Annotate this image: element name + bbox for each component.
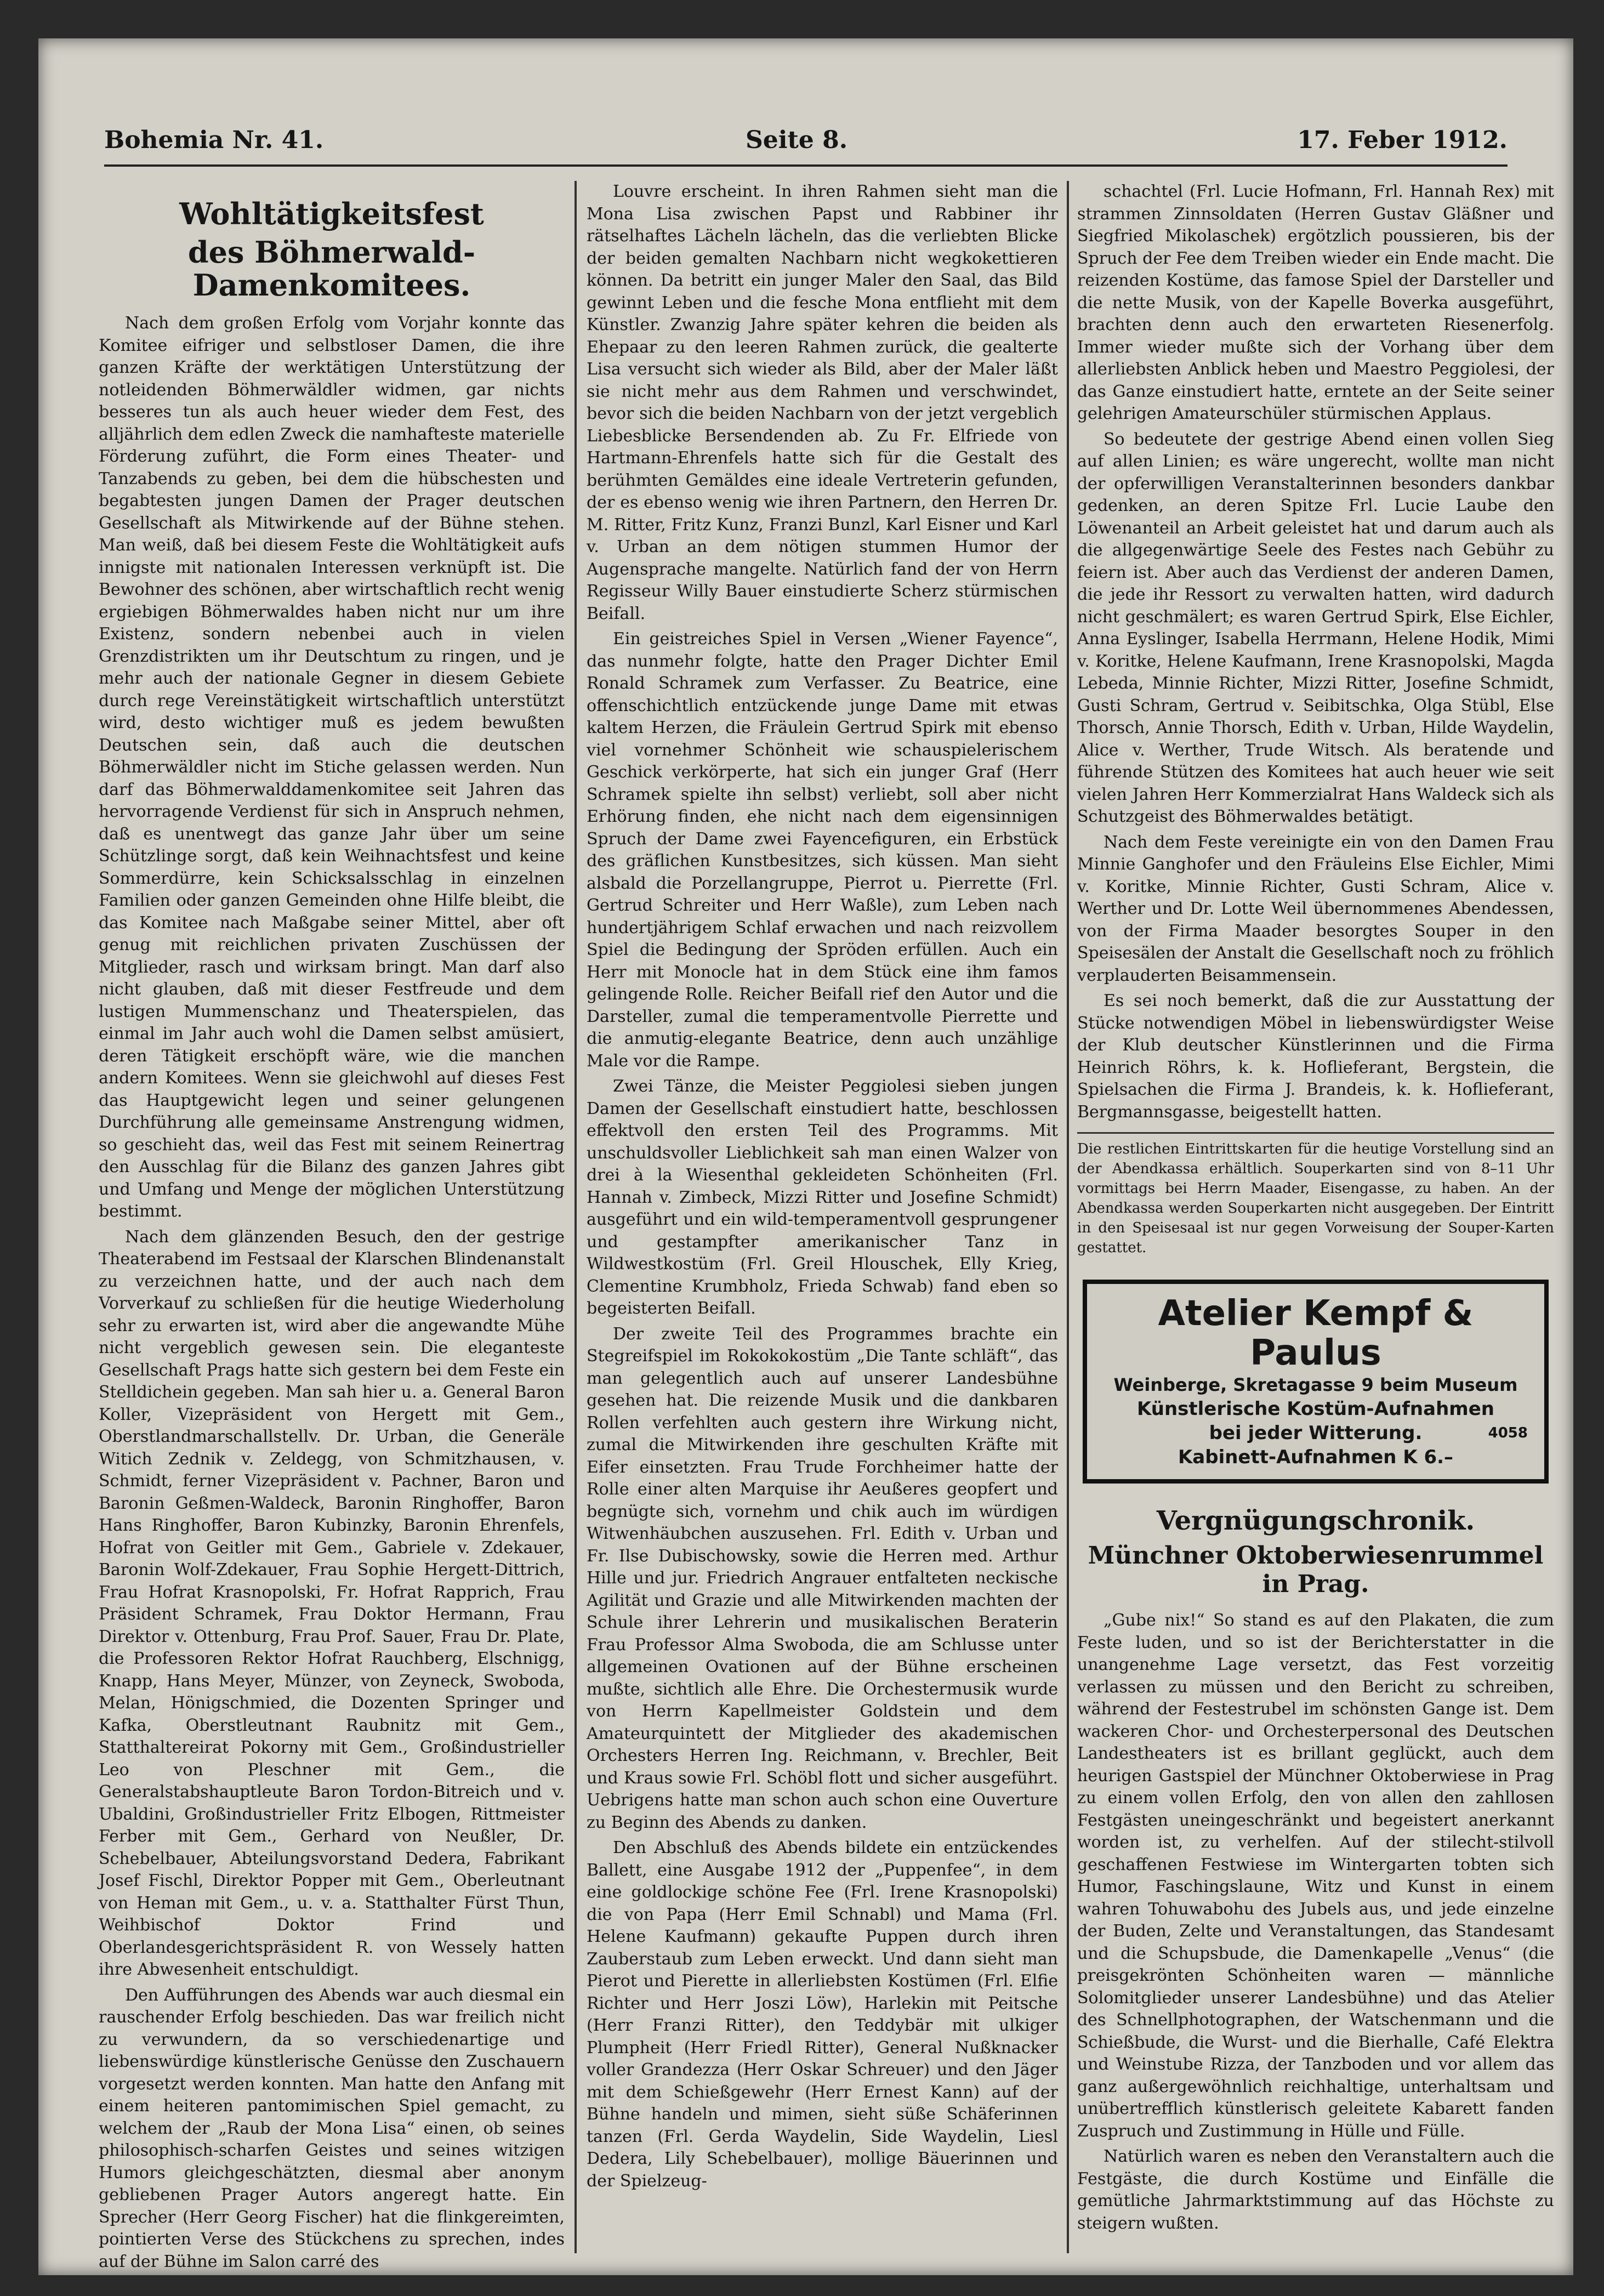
masthead-date: 17. Feber 1912. [1297,126,1508,154]
ad-line: Künstlerische Kostüm-Aufnahmen [1137,1398,1494,1420]
paragraph: Ein geistreiches Spiel in Versen „Wiener Fayence“, das nunmehr folgte, hatte den Prager Dichter Emil Ronald Schramek zum Verfasser. Zu Beatrice, eine offenschichtlich entzückende junge Dame mit etwas kaltem Herzen, die Fräulein Gertrud Spirk mit ebenso viel vornehmer Schönheit wie schauspielerischem Geschick verkörperte, hat sich ein junger Graf (Herr Schramek spielte ihn selbst) verliebt, soll aber nicht Erhörung finden, ehe nicht nach dem eigensinnigen Spruch der Dame zwei Fayencefiguren, ein Erbstück des gräflichen Kunstbesitzes, sich küssen. Man sieht alsbald die Porzellangruppe, Pierrot u. Pierrette (Frl. Gertrud Schreiter und Herr Waßle), zum Leben nach hundertjährigem Schlaf erwachen und nach reizvollem Spiel die Bedingung der Spröden erfüllen. Auch ein Herr mit Monocle hat in dem Stück eine ihm famos gelingende Rolle. Reicher Beifall rief den Autor und die Darsteller, zumal die temperamentvolle Pierrette und die anmutig-elegante Beatrice, denn auch unzählige Male vor die Rampe. [587,629,1058,1071]
column-rule-2 [1067,181,1069,2253]
newspaper-page [38,38,1573,2275]
column-rule-1 [575,181,577,2253]
paragraph: Der zweite Teil des Programmes brachte ein Stegreifspiel im Rokokokostüm „Die Tante schläft“, das man gelegentlich auch auf unserer Landesbühne gesehen hat. Die reizende Musik und die dankbaren Rollen verfehlten auch gestern ihre Wirkung nicht, zumal die Mitwirkenden ihre geschulten Kräfte mit Eifer einsetzten. Frau Trude Forchheimer hatte der Rolle einer alten Marquise ihr Aeußeres geopfert und begnügte sich, vornehm und chik auch im würdigen Witwenhäubchen auszusehen. Frl. Edith v. Urban und Fr. Ilse Dubischowsky, sowie die Herren med. Arthur Hille und jur. Friedrich Angrauer entfalteten neckische Agilität und Grazie und alle Mitwirkenden machten der Schule ihrer Lehrerin und musikalischen Beraterin Frau Professor Alma Swoboda, die am Schlusse unter allgemeinen Ovationen auf der Bühne erscheinen mußte, sichtlich alle Ehre. Die Orchestermusik wurde von Herrn Kapellmeister Goldstein und dem Amateurquintett der Mitglieder des akademischen Orchesters Herren Ing. Reichmann, v. Brechler, Beit und Kraus sowie Frl. Schöbl flott und sicher ausgeführt. Uebrigens hatte man schon auch schon eine Ouverture zu Beginn des Abends zu danken. [587,1324,1058,1832]
advertisement-box [1083,1280,1549,1484]
masthead-page-number: Seite 8. [746,126,848,154]
ad-line: Kabinett-Aufnahmen K 6.– [1178,1446,1454,1468]
chronicle-subtitle: in Prag. [1262,1570,1369,1598]
paragraph: schachtel (Frl. Lucie Hofmann, Frl. Hannah Rex) mit strammen Zinnsoldaten (Herren Gustav Gläßner und Siegfried Mikolaschek) ergötzlich poussieren, bis der Spruch der Fee dem Treiben wieder ein Ende macht. Die reizenden Kostüme, das famose Spiel der Darsteller und die nette Musik, von der Kapelle Boverka ausgeführt, brachten denn auch den erwarteten Riesenerfolg. Immer wieder mußte sich der Vorhang über dem allerliebsten Anblick heben und Maestro Peggiolesi, der das Ganze einstudiert hatte, erntete an der Seite seiner gelehrigen Amateurschüler stürmischen Applaus. [1077,182,1554,423]
paragraph: Natürlich waren es neben den Veranstaltern auch die Festgäste, die durch Kostüme und Einfälle die gemütliche Jahrmarktstimmung auf das Höchste zu steigern wußten. [1077,2147,1554,2233]
column-3 [1077,181,1554,2253]
masthead-paper-name: Bohemia Nr. 41. [104,126,324,154]
paragraph: So bedeutete der gestrige Abend einen vollen Sieg auf allen Linien; es wäre ungerecht, wollte man nicht der opferwilligen Veranstalterinnen besonders dankbar gedenken, an deren Spitze Frl. Lucie Laube den Löwenanteil an Arbeit geleistet hat und darum auch als die allgegenwärtige Seele des Festes nach Gebühr zu feiern ist. Aber auch das Verdienst der anderen Damen, die jede ihr Ressort zu verwalten hatten, wird dadurch nicht geschmälert; es waren Gertrud Spirk, Else Eichler, Anna Eyslinger, Isabella Herrmann, Helene Hodik, Mimi v. Koritke, Helene Kaufmann, Irene Krasnopolski, Magda Lebeda, Minnie Richter, Mizzi Ritter, Josefine Schmidt, Gusti Schram, Gertrud v. Seibitschka, Olga Stübl, Else Thorsch, Annie Thorsch, Edith v. Urban, Hilde Waydelin, Alice v. Werther, Trude Witsch. Als beratende und führende Stützen des Komitees hat auch heuer wie seit vielen Jahren Herr Kommerzialrat Hans Waldeck sich als Schutzgeist des Böhmerwaldes betätigt. [1077,429,1554,826]
ad-line-text: bei jeder Witterung. [1209,1422,1423,1444]
ad-title: Atelier Kempf & Paulus [1158,1293,1474,1373]
chronicle-subtitle: Münchner Oktoberwiesenrummel [1088,1542,1544,1570]
paragraph: Den Aufführungen des Abends war auch diesmal ein rauschender Erfolg beschieden. Das war freilich nicht zu verwundern, da so verschiedenartige und liebenswürdige künstlerische Genüsse den Zuschauern vorgesetzt werden konnten. Man hatte den Anfang mit einem heiteren pantomimischen Spiel gemacht, zu welchem der „Raub der Mona Lisa“ einen, ob seines philosophisch-scharfen Geistes und seines witzigen Humors gleichgeschätzten, diesmal aber anonym gebliebenen Prager Autors angeregt hatte. Ein Sprecher (Herr Georg Fischer) hat die flinkgereimten, pointierten Verse des Stückchens zu sprechen, indes auf der Bühne im Salon carré des [99,1985,565,2271]
ad-address: Weinberge, Skretagasse 9 beim Museum [1113,1374,1518,1395]
column-2 [587,181,1058,2253]
paragraph: Louvre erscheint. In ihren Rahmen sieht man die Mona Lisa zwischen Papst und Rabbiner ihr rätselhaftes Lächeln lächeln, das die verliebten Blicke der beiden gemalten Nachbarn nicht wegkokettieren können. Da betritt ein junger Maler den Saal, das Bild gewinnt Leben und die fesche Mona entflieht mit dem Künstler. Zwanzig Jahre später kehren die beiden als Ehepaar zu den leeren Rahmen zurück, die gealterte Lisa versucht sich wieder als Bild, aber der Maler läßt sie nicht mehr aus dem Rahmen und verschwindet, bevor sich die beiden Nachbarn von der jetzt vergeblich Liebesblicke Bersendenden ab. Zu Fr. Elfriede von Hartmann-Ehrenfels hatte sich für die Gestalt des berühmten Gemäldes eine ideale Vertreterin gefunden, der es ebenso wenig wie ihren Partnern, den Herren Dr. M. Ritter, Fritz Kunz, Franzi Bunzl, Karl Eisner und Karl v. Urban an dem nötigen stummen Humor der Augensprache mangelte. Natürlich fand der von Herrn Regisseur Willy Bauer einstudierte Scherz stürmischen Beifall. [587,182,1058,623]
ticket-note: Die restlichen Eintrittskarten für die heutige Vorstellung sind an der Abendkassa erhältlich. Souperkarten sind von 8–11 Uhr vormittags bei Herrn Maader, Eisengasse, zu haben. An der Abendkassa werden Souperkarten nicht ausgegeben. Der Eintritt in den Speisesaal ist nur gegen Vorweisung der Souper-Karten gestattet. [1077,1132,1554,1258]
ad-number: 4058 [1488,1425,1528,1441]
article-title-line1: Wohltätigkeitsfest [179,196,484,231]
paragraph: „Gube nix!“ So stand es auf den Plakaten, die zum Feste luden, und so ist der Berichterstatter in die unangenehme Lage versetzt, das Fest vorzeitig verlassen zu müssen und den Bericht zu schreiben, während der Festestrubel im schönsten Gange ist. Dem wackeren Chor- und Orchesterpersonal des Deutschen Landestheaters ist es brillant geglückt, auch dem heurigen Gastspiel der Münchner Oktoberwiese in Prag zu einem vollen Erfolg, den von allen den zahllosen Festgästen uneingeschränkt und begeistert anerkannt worden ist, zu verhelfen. Auf der stilecht-stilvoll geschaffenen Festwiese im Wintergarten tobten sich Humor, Faschingslaune, Witz und Kunst in einem wahren Tohuwabohu des Jubels aus, und jede einzelne der Buden, Zelte und Veranstaltungen, das Standesamt und die Schupsbude, die Damenkapelle „Venus“ (die preisgekrönten Schönheiten waren — männliche Solomitglieder unserer Landesbühne) und das Atelier des Schnellphotographen, der Watschenmann und die Schießbude, die Wurst- und die Bierhalle, Café Elektra und Weinstube Rizza, der Tanzboden und vor allem das ganz außergewöhnlich reichhaltige, unterhaltsam und unübertrefflich künstlerisch geleitete Kabarett fanden Zuspruch und Zustimmung in Hülle und Fülle. [1077,1611,1554,2141]
paragraph: Es sei noch bemerkt, daß die zur Ausstattung der Stücke notwendigen Möbel in liebenswürdigster Weise der Klub deutscher Künstlerinnen und die Firma Heinrich Röhrs, k. k. Hoflieferant, Bergstein, die Spielsachen die Firma J. Brandeis, k. k. Hoflieferant, Bergmannsgasse, beigestellt hatten. [1077,991,1554,1122]
chronicle-title: Vergnügungschronik. [1156,1505,1475,1536]
article-title-line2: des Böhmerwald-Damenkomitees. [187,235,476,303]
paragraph: Den Abschluß des Abends bildete ein entzückendes Ballett, eine Ausgabe 1912 der „Puppenfee“, in dem eine goldlockige schöne Fee (Frl. Irene Krasnopolski) die von Papa (Herr Emil Schnabl) und Mama (Frl. Helene Kaufmann) gekaufte Puppen durch ihren Zauberstaub zum Leben erweckt. Und dann sieht man Pierot und Pierette in allerliebsten Kostümen (Frl. Elfie Richter und Herr Joszi Löw), Harlekin mit Peitsche (Herr Franzi Ritter), den Teddybär mit ulkiger Plumpheit (Herr Friedl Ritter), General Nußknacker voller Grandezza (Herr Oskar Schreuer) und den Jäger mit dem Schießgewehr (Herr Ernest Kann) auf der Bühne handeln und mimen, sieht süße Schäferinnen tanzen (Frl. Gerda Waydelin, Side Waydelin, Liesl Dedera, Lily Schebelbauer), mollige Bäuerinnen und der Spielzeug- [587,1838,1058,2191]
masthead [104,115,1508,167]
paragraph: Nach dem Feste vereinigte ein von den Damen Frau Minnie Ganghofer und den Fräuleins Else Eichler, Mimi v. Koritke, Minnie Richter, Gusti Schram, Alice v. Werther und Dr. Lotte Weil übernommenes Abendessen, von der Firma Maader besorgtes Souper in den Speisesälen der Anstalt die Gesellschaft noch zu fröhlich verplauderten Beisammensein. [1077,832,1554,985]
column-1 [99,181,565,2271]
paragraph: Zwei Tänze, die Meister Peggiolesi sieben jungen Damen der Gesellschaft einstudiert hatte, beschlossen effektvoll den ersten Teil des Programms. Mit unschuldsvoller Lieblichkeit sah man einen Walzer von drei à la Wiesenthal gekleideten Schönheiten (Frl. Hannah v. Zimbeck, Mizzi Ritter und Josefine Schmidt) ausgeführt und ein wild-temperamentvoll gesprungener und gestampfter amerikanischer Tanz in Wildwestkostüm (Frl. Greil Hlouschek, Elly Krieg, Clementine Krumbholz, Frieda Schwab) fand eben so begeisterten Beifall. [587,1077,1058,1318]
paragraph: Nach dem glänzenden Besuch, den der gestrige Theaterabend im Festsaal der Klarschen Blindenanstalt zu verzeichnen hatte, und der auch nach dem Vorverkauf zu schließen für die heutige Wiederholung sehr zu erwarten ist, wird aber die angewandte Mühe nicht vergeblich gewesen sein. Die eleganteste Gesellschaft Prags hatte sich gestern bei dem Feste ein Stelldichein gegeben. Man sah hier u. a. General Baron Koller, Vizepräsident von Hergett mit Gem., Oberstlandmarschallstellv. Dr. Urban, die Generäle Witich Zednik v. Zeldegg, von Schmitzhausen, v. Schmidt, ferner Vizepräsident v. Pachner, Baron und Baronin Geßmen-Waldeck, Baronin Ringhoffer, Baron Hans Ringhoffer, Baron Kubinzky, Baronin Ehrenfels, Hofrat von Geitler mit Gem., Gabriele v. Zdekauer, Baronin Wolf-Zdekauer, Frau Sophie Hergett-Dittrich, Frau Hofrat Krasnopolski, Fr. Hofrat Rapprich, Frau Präsident Schramek, Frau Doktor Hermann, Frau Direktor v. Ottenburg, Frau Prof. Sauer, Frau Dr. Plate, die Professoren Rektor Hofrat Rauchberg, Elschnigg, Knapp, Hans Meyer, Münzer, von Zeyneck, Swoboda, Melan, Hönigschmied, die Dozenten Springer und Kafka, Oberstleutnant Raubnitz mit Gem., Statthaltereirat Pokorny mit Gem., Großindustrieller Leo von Pleschner mit Gem., die Generalstabshauptleute Baron Tordon-Bitreich und v. Ubaldini, Großindustrieller Fritz Elbogen, Rittmeister Ferber mit Gem., Gerhard von Neußler, Dr. Schebelbauer, Abteilungsvorstand Dedera, Fabrikant Josef Fischl, Direktor Popper mit Gem., Oberleutnant von Heman mit Gem., u. v. a. Statthalter Fürst Thun, Weihbischof Doktor Frind und Oberlandesgerichtspräsident R. von Wessely hatten ihre Abwesenheit entschuldigt. [99,1227,565,1979]
paragraph: Nach dem großen Erfolg vom Vorjahr konnte das Komitee eifriger und selbstloser Damen, die ihre ganzen Kräfte der werktätigen Unterstützung der notleidenden Böhmerwäldler widmen, gar nichts besseres tun als auch heuer wieder dem Fest, des alljährlich dem edlen Zweck die namhafteste materielle Förderung zuführt, die Form eines Theater- und Tanzabends zu geben, bei dem die hübschesten und begabtesten jungen Damen der Prager deutschen Gesellschaft als Mitwirkende auf der Bühne stehen. Man weiß, daß bei diesem Feste die Wohltätigkeit aufs innigste mit nationalen Interessen verknüpft ist. Die Bewohner des schönen, aber wirtschaftlich recht wenig ergiebigen Böhmerwaldes haben nicht nur um ihre Existenz, sondern nebenbei auch in vielen Grenzdistrikten um ihr Deutschtum zu ringen, und je mehr auch der nationale Gegner in diesem Gebiete durch rege Vereinstätigkeit wirtschaftlich unterstützt wird, desto wichtiger muß es jedem bewußten Deutschen sein, daß auch die deutschen Böhmerwäldler nicht im Stiche gelassen werden. Nun darf das Böhmerwalddamenkomitee seit Jahren das hervorragende Verdienst für sich in Anspruch nehmen, daß es unentwegt das ganze Jahr über um seine Schützlinge sorgt, daß kein Weihnachtsfest und keine Sommerdürre, kein Schicksalsschlag in einzelnen Familien oder ganzen Gemeinden ohne Hilfe bleibt, die das Komitee nach Maßgabe seiner Mittel, aber oft genug mit reichlichen privaten Zuschüssen der Mitglieder, rasch und wirksam bringt. Man darf also nicht glauben, daß mit dieser Festfreude und dem lustigen Mummenschanz und Theaterspielen, das einmal im Jahr auch wohl die Damen selbst amüsiert, deren Tätigkeit erschöpft wäre, wie die manchen andern Komitees. Wenn sie gleichwohl auf dieses Fest das Hauptgewicht legen und seiner gelungenen Durchführung alle gemeinsame Anstrengung widmen, so geschieht das, weil das Fest mit seinem Reinertrag den Ausschlag für die Bilanz des ganzen Jahres gibt und Umfang und Menge der möglichen Unterstützung bestimmt. [99,314,565,1221]
ad-line [1093,1421,1539,1445]
